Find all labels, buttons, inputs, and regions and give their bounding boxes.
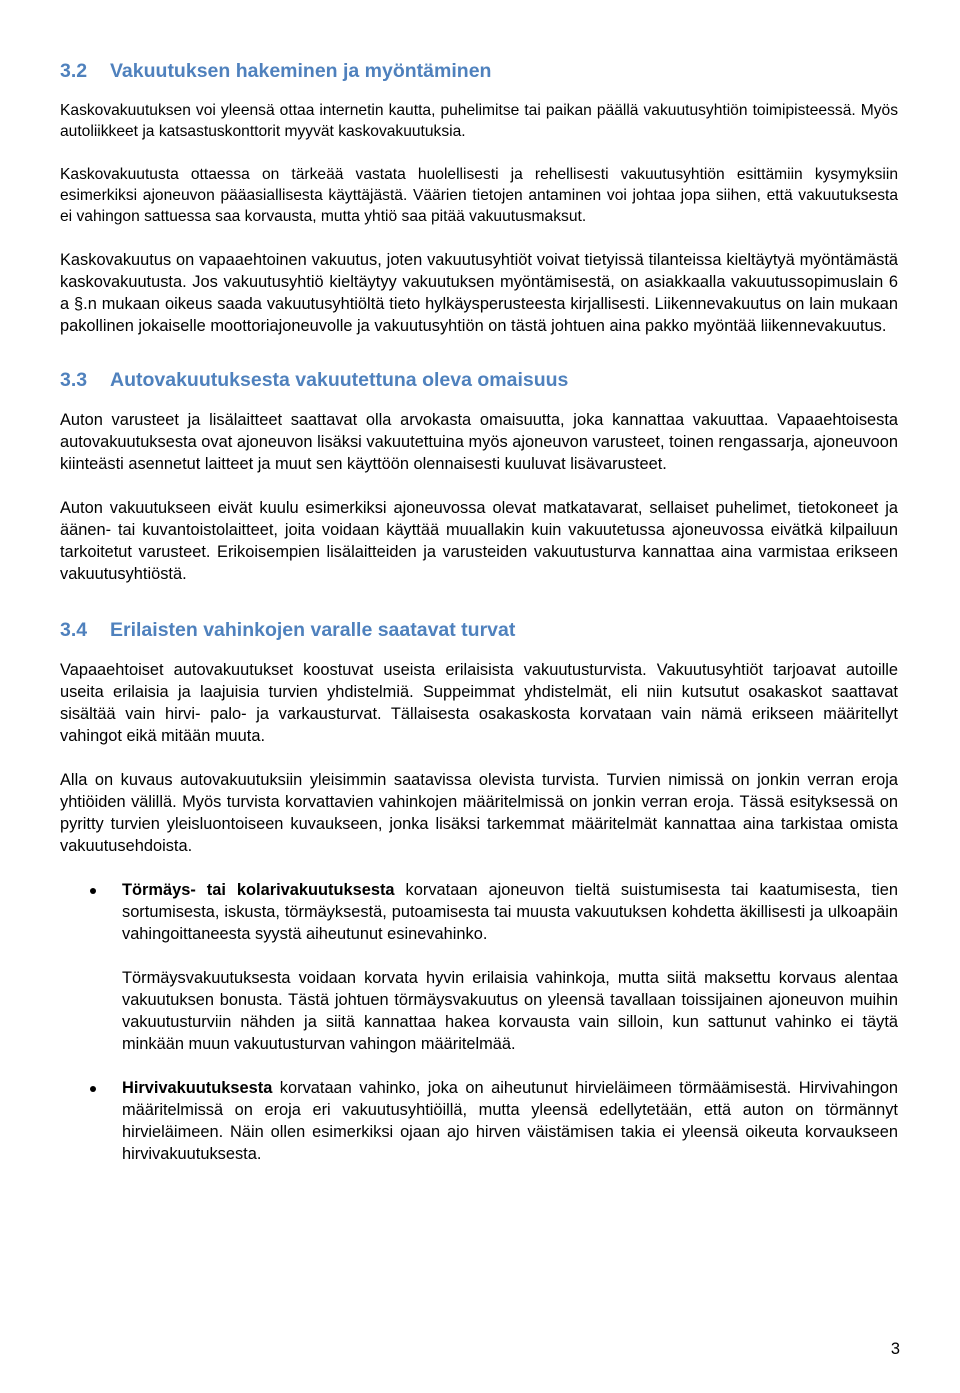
list-item-text bbox=[122, 1077, 898, 1165]
section-title: Autovakuutuksesta vakuutettuna oleva omaisuus bbox=[110, 369, 569, 391]
section-heading-3-3 bbox=[60, 367, 898, 393]
paragraph: Alla on kuvaus autovakuutuksiin yleisimmin saatavissa olevista turvista. Turvien nimissä on jonkin verran eroja yhtiöiden välillä. Myös turvista korvattavien vahinkojen määritelmissä on jonkin verran eroja. Tässä esityksessä on pyritty turvien yleisluontoiseen kuvaukseen, jonka lisäksi tarkemmat määritelmät kannattaa aina tarkistaa omista vakuutusehdoista. bbox=[60, 771, 898, 855]
section-heading-3-2 bbox=[60, 58, 898, 84]
coverage-description: korvataan vahinko, joka on aiheutunut hirvieläimeen törmäämisestä. Hirvivahingon määritelmissä on eroja eri vakuutusyhtiöillä, mutta yleensä edellytetään, että auton on törmännyt hirvieläimeen. Näin ollen esimerkiksi ojaan ajo hirven väistämisen takia ei yleensä oikeuta korvaukseen hirvivakuutuksesta. bbox=[122, 1079, 898, 1163]
paragraph: Kaskovakuutus on vapaaehtoinen vakuutus, joten vakuutusyhtiöt voivat tietyissä tilanteissa kieltäytyä myöntämästä kaskovakuutusta. Jos vakuutusyhtiö kieltäytyy vakuutuksen myöntämisestä, on asiakkaalla vakuutussopimuslain 6 a §.n mukaan oikeus saada vakuutusyhtiöltä tieto hylkäysperusteesta kirjallisesti. Liikennevakuutus on lain mukaan pakollinen jokaiselle moottoriajoneuvolle ja vakuutusyhtiön on tästä johtuen aina pakko myöntää liikennevakuutus. bbox=[60, 251, 898, 335]
section-heading-3-4 bbox=[60, 617, 898, 643]
paragraph: Vapaaehtoiset autovakuutukset koostuvat useista erilaisista vakuutusturvista. Vakuutusyhtiöt tarjoavat autoille useita erilaisia ja laajuisia turvien yhdistelmiä. Suppeimmat yhdistelmät, eli niin kutsutut osakaskot saattavat sisältää vain hirvi- palo- ja varkausturvat. Tällaisesta osakaskosta korvataan vain nämä erikseen määritellyt vahingot eikä mitään muuta. bbox=[60, 661, 898, 745]
document-page bbox=[60, 58, 898, 1187]
paragraph: Auton vakuutukseen eivät kuulu esimerkiksi ajoneuvossa olevat matkatavarat, sellaiset puhelimet, tietokoneet ja äänen- tai kuvantoistolaitteet, joita voidaan käyttää muuallakin kuin vakuutetussa ajoneuvossa eivätkä kilpailuun tarkoitetut varusteet. Erikoisempien lisälaitteiden ja varusteiden vakuutusturva kannattaa aina varmistaa erikseen vakuutusyhtiöstä. bbox=[60, 499, 898, 583]
section-number: 3.4 bbox=[60, 619, 88, 641]
list-item bbox=[60, 1077, 898, 1165]
paragraph: Auton varusteet ja lisälaitteet saattavat olla arvokasta omaisuutta, joka kannattaa vakuuttaa. Vapaaehtoisesta autovakuutuksesta ovat ajoneuvon lisäksi vakuutettuina myös ajoneuvon varusteet, toinen rengassarja, ajoneuvoon kiinteästi asennetut laitteet ja muut sen käyttöön olennaisesti kuuluvat lisävarusteet. bbox=[60, 411, 898, 473]
paragraph: Kaskovakuutusta ottaessa on tärkeää vastata huolellisesti ja rehellisesti vakuutusyhtiön esittämiin kysymyksiin esimerkiksi ajoneuvon pääasiallisesta käyttäjästä. Väärien tietojen antaminen voi johtaa jopa siihen, että vakuutuksesta ei vahingon sattuessa saa korvausta, mutta yhtiö saa pitää vakuutusmaksut. bbox=[60, 166, 898, 225]
coverage-list bbox=[60, 879, 898, 1165]
list-item-text bbox=[122, 879, 898, 945]
coverage-description: korvataan ajoneuvon tieltä suistumisesta tai kaatumisesta, tien sortumisesta, iskusta, törmäyksestä, putoamisesta tai muusta vakuutuksen kohdetta äkillisesti ja ulkoapäin vahingoittaneesta syystä aiheutunut esinevahinko. bbox=[122, 881, 898, 943]
list-item-extra: Törmäysvakuutuksesta voidaan korvata hyvin erilaisia vahinkoja, mutta siitä maksettu korvaus alentaa vakuutuksen bonusta. Tästä johtuen törmäysvakuutus on yleensä tavallaan toissijainen ajoneuvon muihin vakuutusturviin nähden ja siitä kannattaa hakea korvausta vain silloin, kun sattunut vahinko ei täytä minkään muun vakuutusturvan vahingon määritelmää. bbox=[122, 969, 898, 1053]
page-number: 3 bbox=[890, 1340, 900, 1358]
section-title: Erilaisten vahinkojen varalle saatavat turvat bbox=[110, 619, 516, 641]
bullet-icon bbox=[90, 888, 96, 894]
list-item bbox=[60, 879, 898, 1055]
paragraph: Kaskovakuutuksen voi yleensä ottaa internetin kautta, puhelimitse tai paikan päällä vakuutusyhtiön toimipisteessä. Myös autoliikkeet ja katsastuskonttorit myyvät kaskovakuutuksia. bbox=[60, 102, 898, 140]
section-title: Vakuutuksen hakeminen ja myöntäminen bbox=[110, 60, 492, 82]
bullet-icon bbox=[90, 1086, 96, 1092]
section-number: 3.2 bbox=[60, 60, 88, 82]
section-number: 3.3 bbox=[60, 369, 88, 391]
coverage-term: Hirvivakuutuksesta bbox=[122, 1079, 273, 1097]
coverage-term: Törmäys- tai kolarivakuutuksesta bbox=[122, 881, 395, 899]
